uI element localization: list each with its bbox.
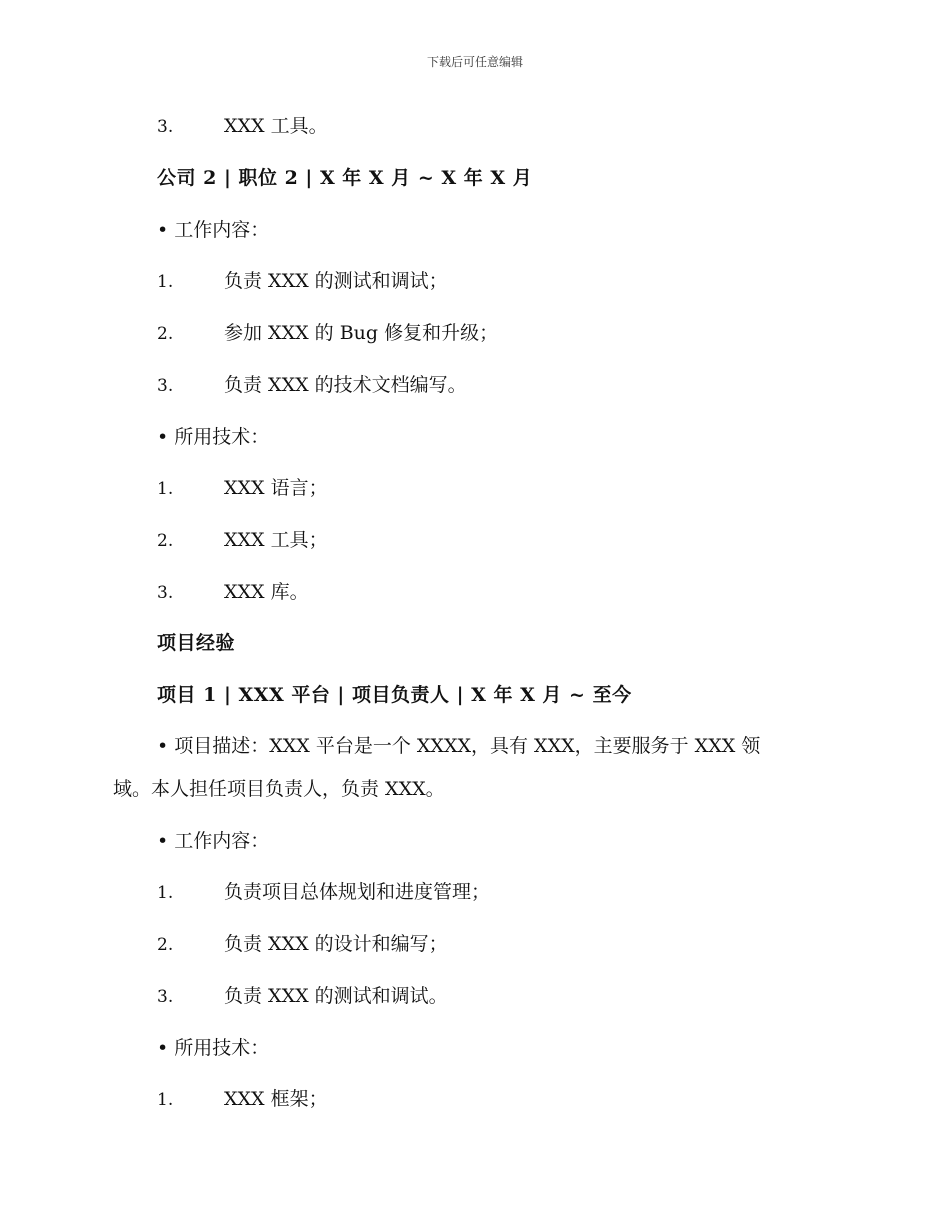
list-number: 1. (157, 479, 174, 499)
page-header: 下载后可任意编辑 (426, 55, 523, 69)
project-heading: 项目 1 | XXX 平台 | 项目负责人 | X 年 X 月 ~ 至今 (157, 684, 632, 706)
tech-label: • 所用技术： (157, 1037, 270, 1059)
list-number: 3. (157, 987, 174, 1007)
list-item: XXX 工具； (224, 529, 328, 551)
list-item: XXX 语言； (224, 477, 328, 499)
work-content-label: • 工作内容： (157, 830, 270, 852)
work-content-label: • 工作内容： (157, 219, 270, 241)
list-item: XXX 库。 (224, 581, 309, 603)
description-line-2: 域。本人担任项目负责人，负责 XXX。 (113, 778, 445, 800)
list-number: 2. (157, 935, 174, 955)
company-heading: 公司 2 | 职位 2 | X 年 X 月 ~ X 年 X 月 (157, 167, 533, 189)
list-item: 负责 XXX 的技术文档编写。 (224, 374, 467, 396)
list-number: 3. (157, 376, 174, 396)
section-title: 项目经验 (157, 632, 236, 654)
list-item: 参加 XXX 的 Bug 修复和升级； (224, 322, 499, 344)
description-line-1: • 项目描述：XXX 平台是一个 XXXX，具有 XXX，主要服务于 XXX 领 (157, 735, 761, 757)
list-number: 1. (157, 883, 174, 903)
tech-label: • 所用技术： (157, 426, 270, 448)
list-number: 1. (157, 272, 174, 292)
list-item: 负责项目总体规划和进度管理； (224, 881, 491, 903)
list-item: XXX 工具。 (224, 115, 328, 137)
list-number: 2. (157, 531, 174, 551)
list-item: 负责 XXX 的测试和调试； (224, 270, 448, 292)
list-item: 负责 XXX 的测试和调试。 (224, 985, 448, 1007)
list-number: 1. (157, 1090, 174, 1110)
list-number: 3. (157, 583, 174, 603)
list-number: 2. (157, 324, 174, 344)
list-number: 3. (157, 117, 174, 137)
list-item: 负责 XXX 的设计和编写； (224, 933, 448, 955)
project-description (113, 725, 833, 811)
list-item: XXX 框架； (224, 1088, 328, 1110)
